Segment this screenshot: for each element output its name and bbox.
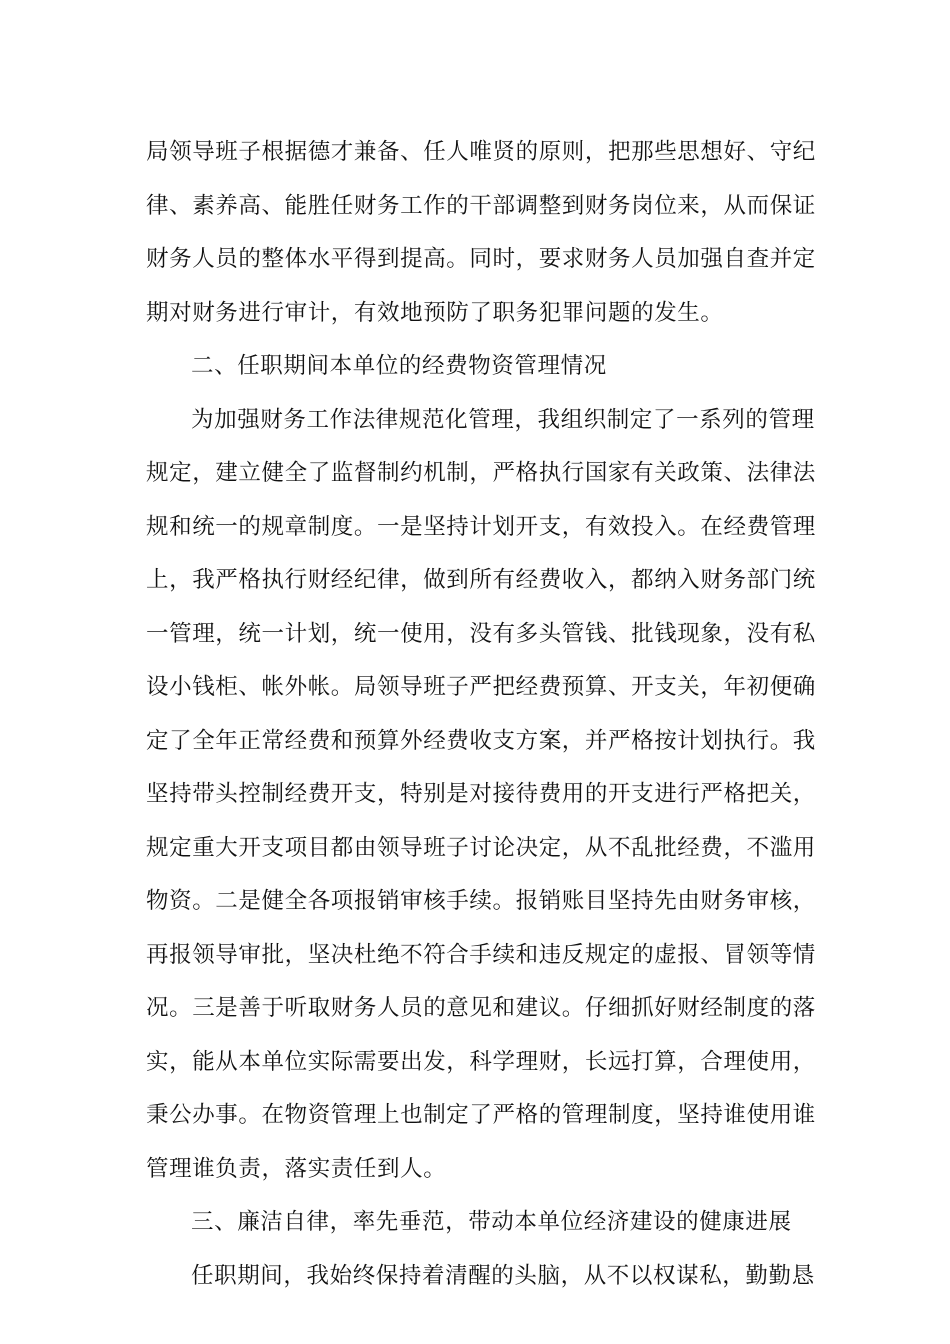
text-line: 上，我严格执行财经纪律，做到所有经费收入，都纳入财务部门统 [146,567,816,593]
text-line: 管理谁负责，落实责任到人。 [146,1155,447,1182]
text-line: 规定重大开支项目都由领导班子讨论决定，从不乱批经费，不滥用 [146,834,816,861]
text-line: 坚持带头控制经费开支，特别是对接待费用的开支进行严格把关， [146,781,816,807]
text-line: 律、素养高、能胜任财务工作的干部调整到财务岗位来，从而保证 [146,192,816,219]
text-line: 财务人员的整体水平得到提高。同时，要求财务人员加强自查并定 [146,246,816,272]
text-line: 规定，建立健全了监督制约机制，严格执行国家有关政策、法律法 [146,460,816,486]
text-line: 实，能从本单位实际需要出发，科学理财，长远打算，合理使用， [146,1048,816,1075]
text-line: 物资。二是健全各项报销审核手续。报销账目坚持先由财务审核， [146,888,816,914]
text-line: 期对财务进行审计，有效地预防了职务犯罪问题的发生。 [146,299,724,326]
text-line: 况。三是善于听取财务人员的意见和建议。仔细抓好财经制度的落 [146,995,816,1021]
section-heading-2: 二、任职期间本单位的经费物资管理情况 [191,353,607,379]
section-heading-3: 三、廉洁自律，率先垂范，带动本单位经济建设的健康进展 [191,1209,792,1235]
text-line: 设小钱柜、帐外帐。局领导班子严把经费预算、开支关，年初便确 [146,674,816,700]
text-line: 秉公办事。在物资管理上也制定了严格的管理制度，坚持谁使用谁 [146,1102,816,1128]
text-line: 定了全年正常经费和预算外经费收支方案，并严格按计划执行。我 [146,727,816,754]
text-line: 规和统一的规章制度。一是坚持计划开支，有效投入。在经费管理 [146,513,816,540]
text-line: 为加强财务工作法律规范化管理，我组织制定了一系列的管理 [191,406,815,433]
text-line: 局领导班子根据德才兼备、任人唯贤的原则，把那些思想好、守纪 [146,139,816,165]
document-body [146,132,826,1309]
text-line: 一管理，统一计划，统一使用，没有多头管钱、批钱现象，没有私 [146,620,816,647]
text-line: 任职期间，我始终保持着清醒的头脑，从不以权谋私，勤勤恳 [191,1262,815,1289]
text-line: 再报领导审批，坚决杜绝不符合手续和违反规定的虚报、冒领等情 [146,941,816,968]
